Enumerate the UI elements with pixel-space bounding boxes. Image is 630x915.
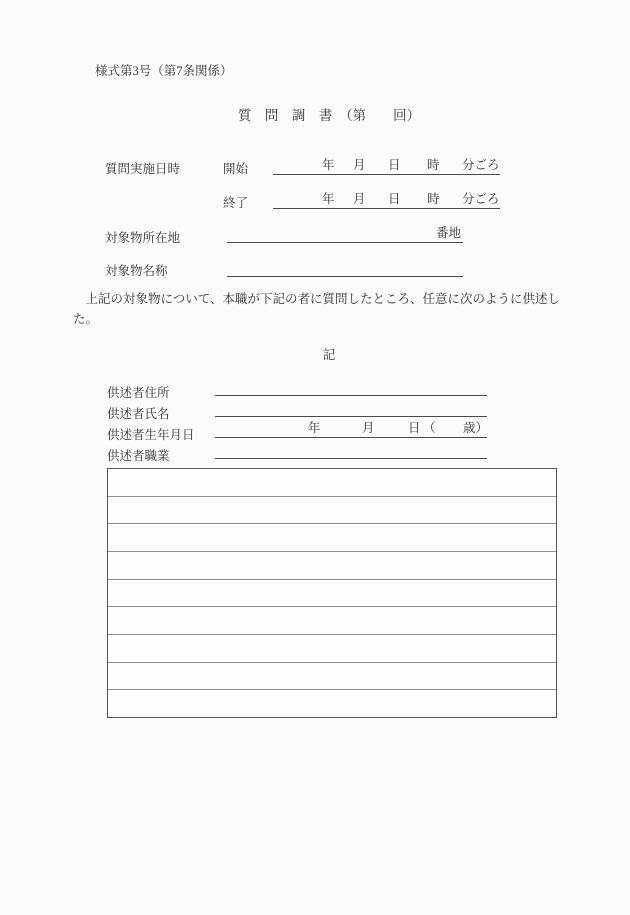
- body-paragraph-line: 上記の対象物について、本職が下記の者に質問したところ、任意に次のように供述し: [73, 292, 561, 306]
- unit-month-label: 月: [353, 158, 366, 172]
- interview-datetime-label: 質問実施日時: [105, 162, 181, 176]
- declarant-name-blank-line: [215, 402, 487, 417]
- declarant-occupation-label: 供述者職業: [107, 449, 170, 463]
- document-title: 質 問 調 書 （第 回）: [237, 108, 421, 123]
- unit-hour-label: 時: [427, 192, 440, 206]
- target-location-label: 対象物所在地: [105, 231, 181, 245]
- unit-minute-label: 分ごろ: [462, 192, 500, 206]
- target-name-label: 対象物名称: [105, 264, 168, 278]
- interview-start-blank-line: [273, 158, 500, 175]
- unit-month-label: 月: [353, 192, 366, 206]
- target-location-blank-line: [227, 226, 463, 243]
- interview-end-blank-line: [273, 192, 500, 209]
- unit-minute-label: 分ごろ: [462, 158, 500, 172]
- unit-month-label: 月: [362, 421, 375, 435]
- target-name-blank-line: [227, 260, 463, 277]
- body-paragraph-line: た。: [73, 312, 99, 326]
- section-mark: 記: [322, 348, 336, 362]
- interview-end-label: 終了: [223, 196, 249, 210]
- statement-row: [108, 662, 556, 690]
- declarant-address-blank-line: [215, 381, 487, 396]
- statement-row: [108, 634, 556, 662]
- unit-day-label: 日: [408, 421, 421, 435]
- declarant-occupation-blank-line: [215, 444, 487, 459]
- statement-row: [108, 689, 556, 717]
- unit-day-label: 日: [388, 192, 401, 206]
- unit-age-paren-close-label: 歳）: [463, 421, 489, 435]
- statement-row: [108, 523, 556, 551]
- statement-row: [108, 579, 556, 607]
- unit-paren-open-label: （: [423, 421, 436, 435]
- statement-row: [108, 606, 556, 634]
- unit-year-label: 年: [322, 158, 335, 172]
- unit-banchi-label: 番地: [435, 226, 461, 240]
- declarant-birthdate-blank-line: [215, 423, 487, 438]
- unit-hour-label: 時: [427, 158, 440, 172]
- declarant-address-label: 供述者住所: [107, 386, 170, 400]
- unit-year-label: 年: [308, 421, 321, 435]
- interview-start-label: 開始: [223, 162, 249, 176]
- declarant-birthdate-label: 供述者生年月日: [107, 428, 195, 442]
- form-number: 様式第3号（第7条関係）: [95, 64, 233, 78]
- body-paragraph: [73, 289, 573, 329]
- statement-row: [108, 551, 556, 579]
- statement-row: [108, 496, 556, 524]
- statement-table: [107, 468, 557, 718]
- statement-row: [108, 469, 556, 496]
- unit-year-label: 年: [322, 192, 335, 206]
- declarant-name-label: 供述者氏名: [107, 407, 170, 421]
- unit-day-label: 日: [388, 158, 401, 172]
